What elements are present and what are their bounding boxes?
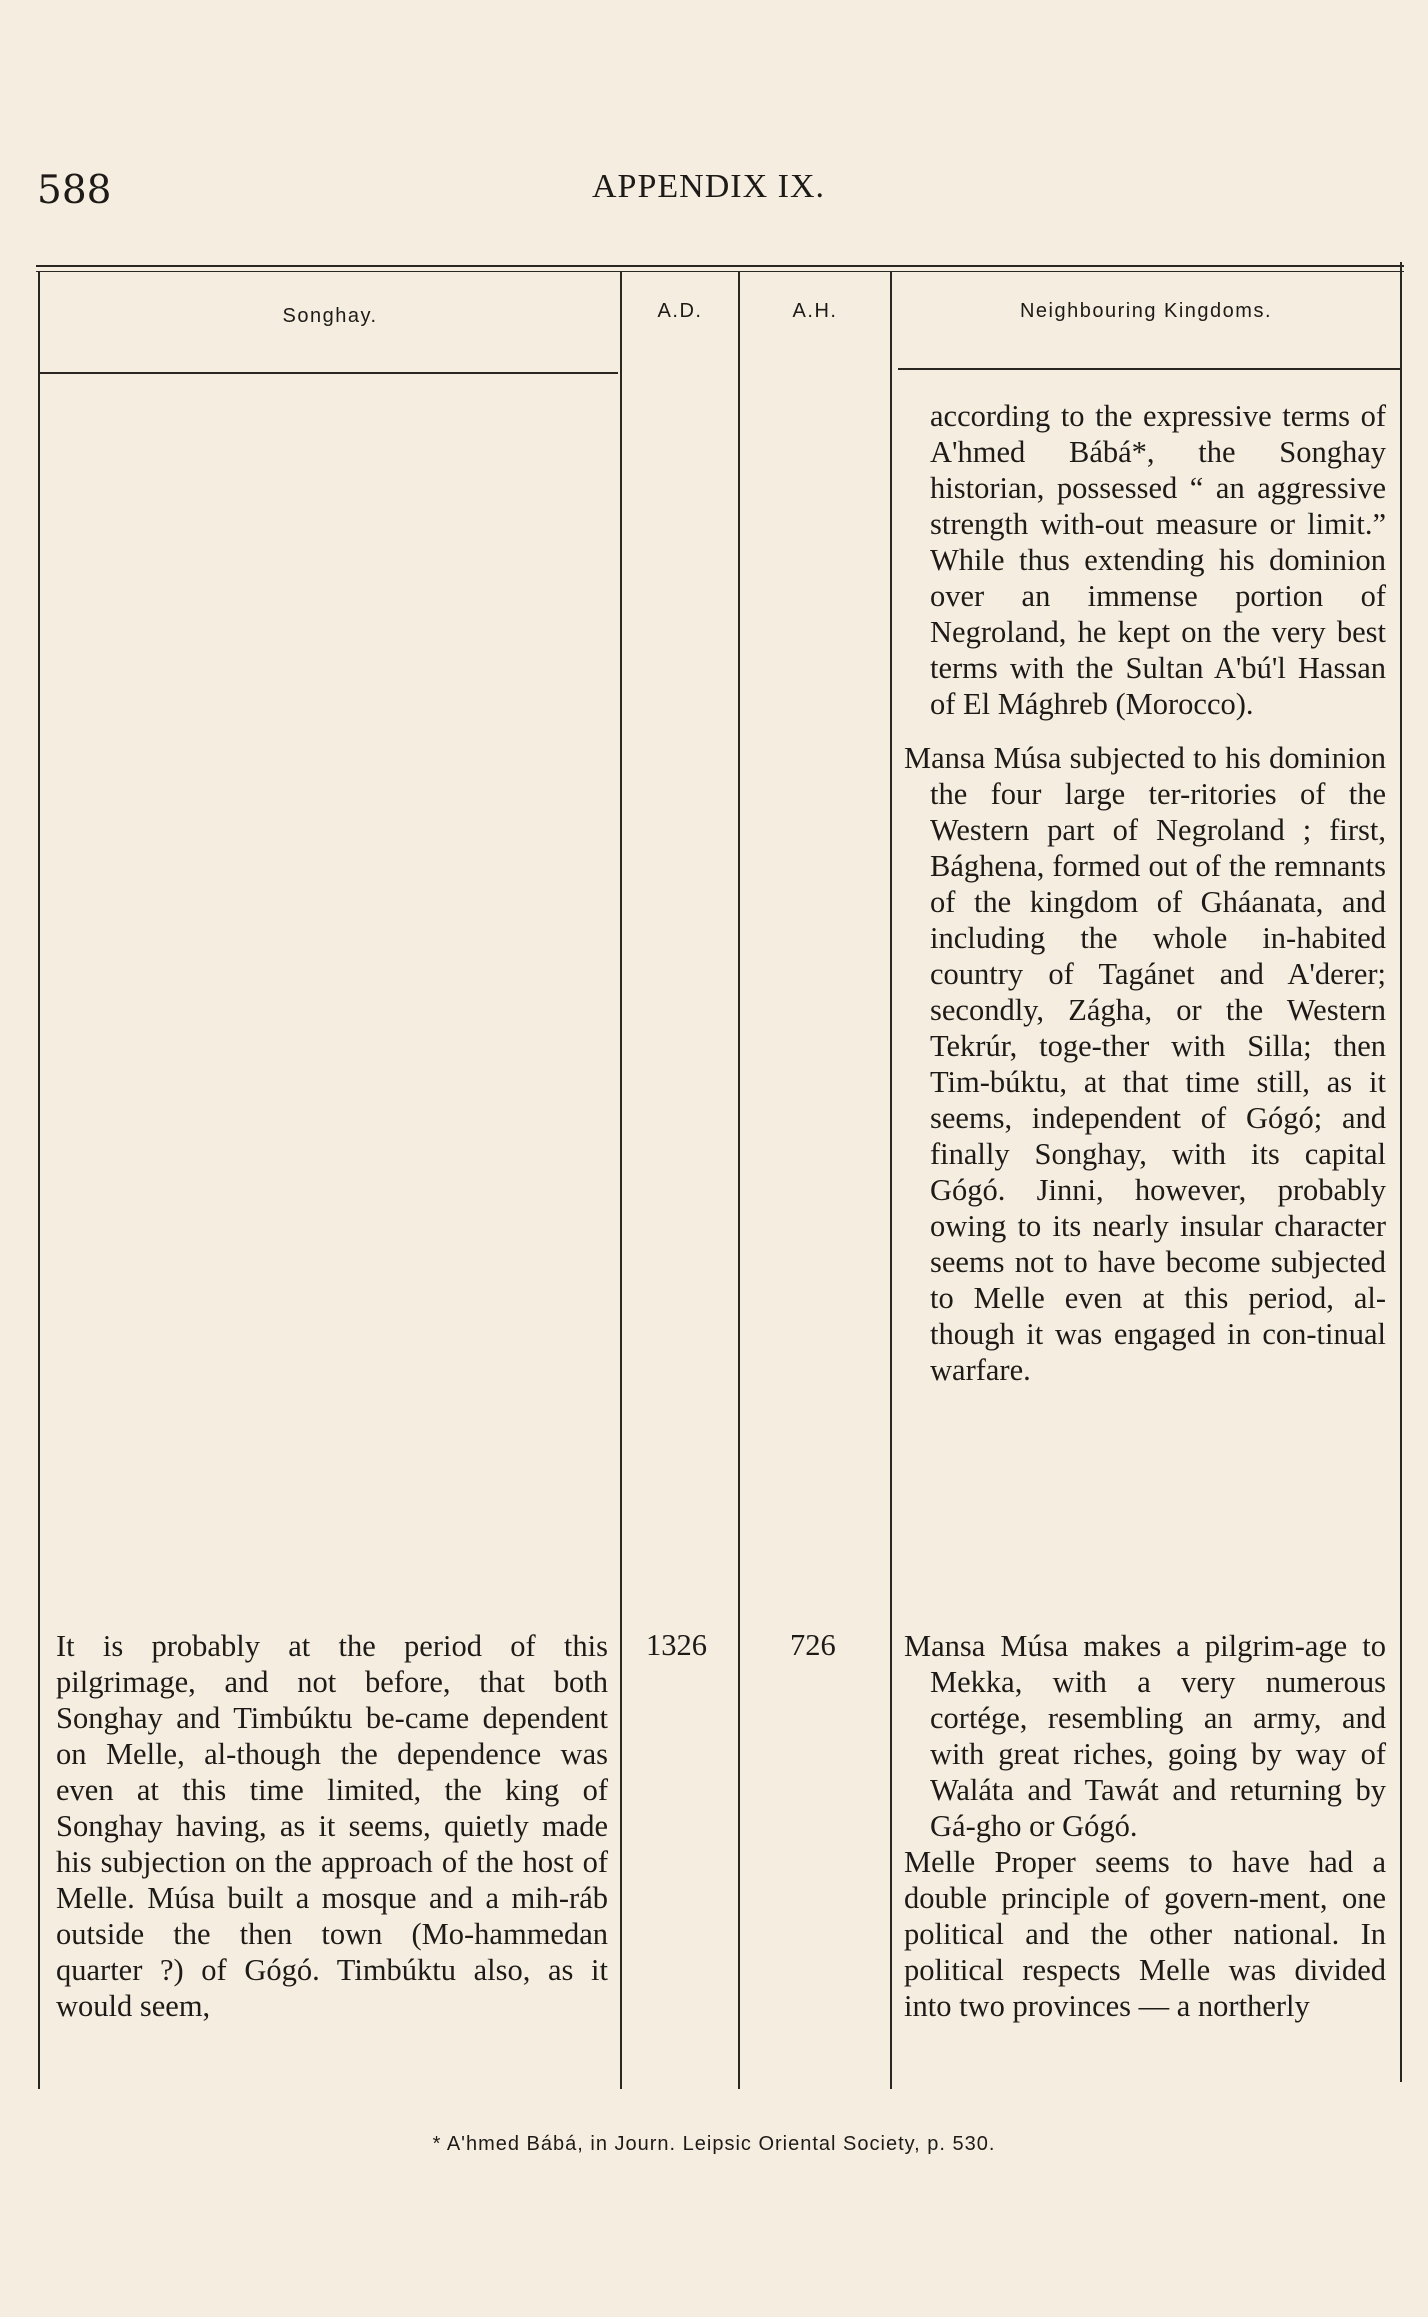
- songhay-para: It is probably at the period of this pilgrimage, and not before, that both Songhay and Timbúktu be-came dependent on Melle, al-though the dependence was even at this time limited, the king of Songhay having, as it seems, quietly made his subjection on the approach of the host of Melle. Músa built a mosque and a mih-ráb outside the then town (Mo-hammedan quarter ?) of Gógó. Timbúktu also, as it would seem,: [56, 1629, 608, 2023]
- column-divider-1: [38, 272, 40, 2089]
- page-number: 588: [37, 168, 112, 213]
- column-divider-5: [1400, 262, 1402, 2082]
- column-header-songhay: Songhay.: [282, 305, 378, 327]
- column-divider-4: [890, 272, 892, 2089]
- neighbouring-para: Mansa Músa subjected to his dominion the four large ter-ritories of the Western part of Negroland ; first, Bághena, formed out of the remnants of the kingdom of Gháanata, and including the whole in-habited country of Tagánet and A'derer; secondly, Zágha, or the Western Tekrúr, toge-ther with Silla; then Tim-búktu, at that time still, as it seems, independent of Gógó; and finally Songhay, with its capital Gógó. Jinni, however, probably owing to its nearly insular character seems not to have become subjected to Melle even at this period, al-though it was engaged in con-tinual warfare.: [904, 741, 1386, 1387]
- footnote: * A'hmed Bábá, in Journ. Leipsic Oriental Society, p. 530.: [432, 2133, 996, 2155]
- column-divider-2: [620, 272, 622, 2089]
- column-divider-3: [738, 272, 740, 2089]
- column-header-ah: A.H.: [792, 300, 838, 322]
- running-title: APPENDIX IX.: [592, 168, 825, 205]
- header-underline-neighbouring: [898, 368, 1402, 370]
- neighbouring-para: Mansa Músa makes a pilgrim-age to Mekka, with a very numerous cortége, resembling an army, and with great riches, going by way of Waláta and Tawát and returning by Gá-gho or Gógó.: [904, 1629, 1386, 1843]
- neighbouring-para: according to the expressive terms of A'hmed Bábá*, the Songhay historian, possessed “ an aggressive strength with-out measure or limit.” While thus extending his dominion over an immense portion of Negroland, he kept on the very best terms with the Sultan A'bú'l Hassan of El Mághreb (Morocco).: [930, 399, 1386, 721]
- table-top-rule: [36, 265, 1404, 267]
- page-header: [0, 160, 1428, 220]
- ad-value: 1326: [646, 1628, 707, 1662]
- ah-value: 726: [790, 1628, 836, 1662]
- neighbouring-para: Melle Proper seems to have had a double principle of govern-ment, one political and the other national. In political respects Melle was divided into two provinces — a northerly: [904, 1845, 1386, 2023]
- column-header-neighbouring: Neighbouring Kingdoms.: [1019, 300, 1273, 322]
- neighbouring-row2: [904, 1628, 1386, 2024]
- neighbouring-row1: [904, 398, 1386, 1388]
- header-underline-songhay: [40, 372, 618, 374]
- songhay-row2: [56, 1628, 608, 2024]
- table-top-rule-thin: [36, 271, 1404, 272]
- column-header-ad: A.D.: [657, 300, 703, 322]
